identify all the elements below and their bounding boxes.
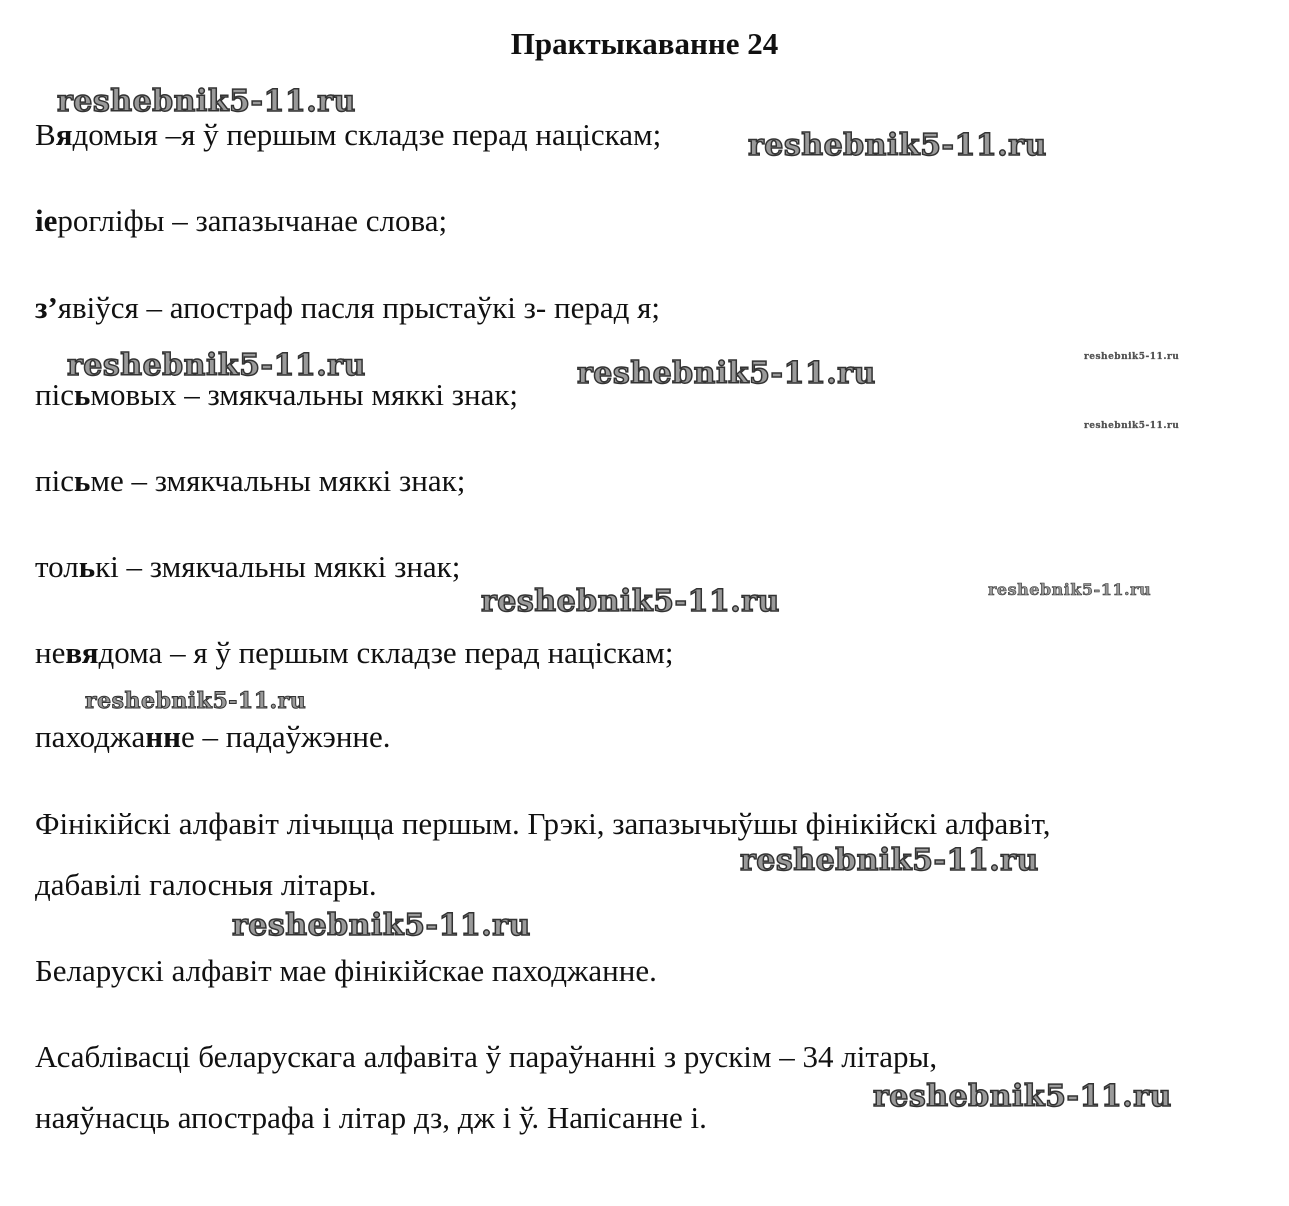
watermark: reshebnik5-11.ru (988, 580, 1152, 599)
watermark: reshebnik5-11.ru (1084, 421, 1180, 431)
highlighted-letters: нн (145, 719, 181, 754)
word-line-5 (35, 465, 465, 496)
word-text: дома – я ў першым складзе перад націскам; (98, 635, 674, 670)
highlighted-letters: ь (78, 549, 96, 584)
paragraph-3-line-2: наяўнасць апострафа і літар дз, дж і ў. Напісанне і. (35, 1100, 707, 1135)
word-text: не (35, 635, 66, 670)
highlighted-letters: з’ (35, 290, 58, 325)
watermark: reshebnik5-11.ru (748, 128, 1047, 163)
highlighted-letters: я (55, 117, 73, 152)
word-text: ме – змякчальны мяккі знак; (90, 463, 466, 498)
word-text: паходжа (35, 719, 146, 754)
watermark: reshebnik5-11.ru (1084, 352, 1180, 362)
paragraph-1-line-1: Фінікійскі алфавіт лічыцца першым. Грэкі, запазычыўшы фінікійскі алфавіт, (35, 806, 1051, 841)
word-line-7 (35, 637, 673, 668)
word-text: рогліфы – запазычанае слова; (57, 203, 448, 238)
watermark: reshebnik5-11.ru (577, 356, 876, 391)
word-text: мовых – змякчальны мяккі знак; (90, 377, 519, 412)
word-text: піс (35, 377, 74, 412)
word-text: явіўся – апостраф пасля прыстаўкі з- перад я; (57, 290, 660, 325)
word-line-6 (35, 551, 460, 582)
word-text: тол (35, 549, 79, 584)
watermark: reshebnik5-11.ru (67, 348, 366, 383)
word-text: В (35, 117, 56, 152)
highlighted-letters: вя (65, 635, 99, 670)
word-text: піс (35, 463, 74, 498)
paragraph-1-line-2: дабавілі галосныя літары. (35, 867, 377, 902)
word-line-2 (35, 205, 447, 236)
watermark: reshebnik5-11.ru (232, 908, 531, 943)
word-line-4 (35, 379, 518, 410)
word-text: е – падаўжэнне. (180, 719, 391, 754)
highlighted-letters: іе (35, 203, 58, 238)
word-line-3 (35, 292, 660, 323)
watermark: reshebnik5-11.ru (57, 84, 356, 119)
page-title: Практыкаванне 24 (510, 26, 779, 61)
paragraph-2: Беларускі алфавіт мае фінікійскае паходжанне. (35, 953, 657, 988)
word-text: кі – змякчальны мяккі знак; (95, 549, 461, 584)
word-text: домыя –я ў першым складзе перад націскам; (72, 117, 662, 152)
highlighted-letters: ь (73, 463, 91, 498)
watermark: reshebnik5-11.ru (740, 843, 1039, 878)
paragraph-3-line-1: Асаблівасці беларускага алфавіта ў параўнанні з рускім – 34 літары, (35, 1039, 938, 1074)
word-line-1 (35, 119, 661, 150)
word-line-8 (35, 721, 391, 752)
watermark: reshebnik5-11.ru (481, 584, 780, 619)
watermark: reshebnik5-11.ru (85, 688, 307, 714)
highlighted-letters: ь (73, 377, 91, 412)
watermark: reshebnik5-11.ru (873, 1079, 1172, 1114)
